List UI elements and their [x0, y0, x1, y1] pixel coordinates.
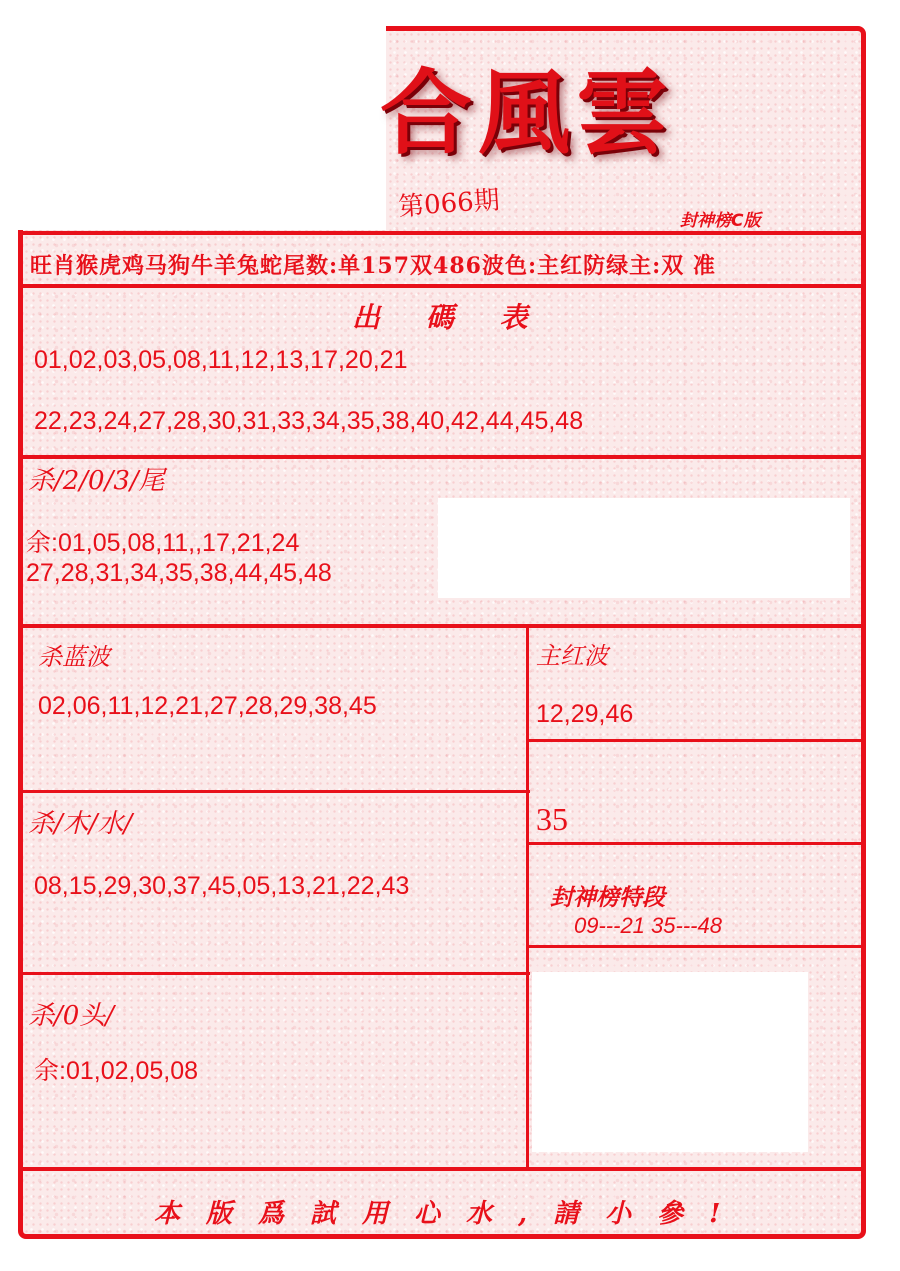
draw-table-line-2: 22,23,24,27,28,30,31,33,34,35,38,40,42,44,45,48 — [34, 407, 584, 435]
divider-draw-table — [18, 455, 866, 459]
draw-table-line-1: 01,02,03,05,08,11,12,13,17,20,21 — [34, 346, 408, 374]
red-main-numbers: 12,29,46 — [536, 700, 634, 728]
blank-panel-mid-right — [438, 498, 850, 598]
divider-right-3 — [528, 945, 866, 948]
issue-number: 第066期 — [397, 185, 501, 223]
draw-table-heading: 出 碼 表 — [352, 301, 546, 334]
tail-kill-line-2: 27,28,31,34,35,38,44,45,48 — [26, 559, 332, 587]
head-kill-numbers: 余:01,02,05,08 — [34, 1057, 199, 1085]
divider-tail-kill — [18, 624, 866, 628]
divider-header — [18, 231, 866, 235]
blue-kill-numbers: 02,06,11,12,21,27,28,29,38,45 — [38, 692, 377, 720]
divider-footer — [18, 1167, 866, 1171]
element-kill-numbers: 08,15,29,30,37,45,05,13,21,22,43 — [34, 872, 410, 900]
red-main-label: 主红波 — [536, 642, 608, 670]
special-segment-value: 09---21 35---48 — [574, 913, 722, 938]
blue-kill-label: 杀蓝波 — [38, 643, 110, 671]
divider-right-1 — [528, 739, 866, 742]
divider-right-2 — [528, 842, 866, 845]
divider-tagline — [18, 284, 866, 288]
tail-kill-label: 杀/2/0/3/尾 — [28, 466, 165, 496]
blank-panel-bottom-right — [532, 972, 808, 1152]
tail-kill-line-1: 余:01,05,08,11,,17,21,24 — [26, 529, 300, 557]
element-kill-label: 杀/木/水/ — [28, 809, 133, 839]
head-kill-label: 杀/0头/ — [28, 1001, 115, 1031]
divider-left-1 — [18, 790, 530, 793]
footer-note: 本版爲試用心水,請小參! — [154, 1199, 747, 1229]
single-pick-number: 35 — [536, 801, 568, 837]
special-segment-label: 封神榜特段 — [550, 884, 665, 911]
column-divider — [526, 626, 529, 1169]
tagline: 旺肖猴虎鸡马狗牛羊兔蛇尾数:单157双486波色:主红防绿主:双 准 — [30, 253, 716, 279]
blank-panel-top-left — [16, 24, 386, 230]
edition-label: 封神榜C版 — [680, 211, 761, 231]
divider-left-2 — [18, 972, 530, 975]
page-title: 合風雲 — [380, 59, 675, 167]
